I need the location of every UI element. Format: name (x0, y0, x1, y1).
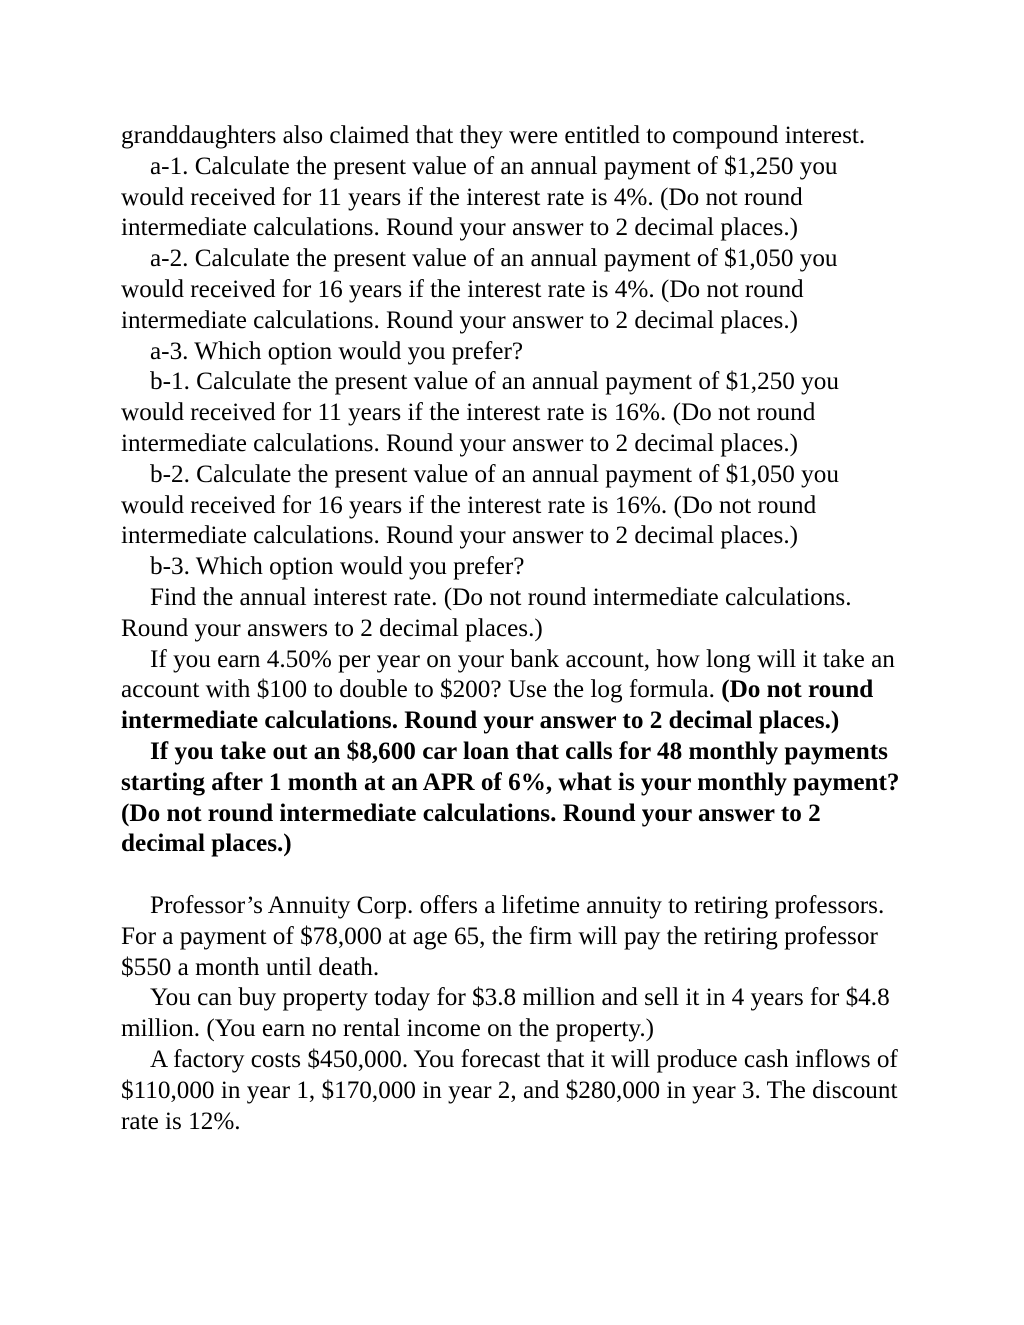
doubling-question-text: If you earn 4.50% per year on your bank account, how long will it take an account with $100 to double to $200? Use the log formula. (121, 645, 895, 704)
question-b2: b-2. Calculate the present value of an annual payment of $1,050 you would received for 16 years if the interest rate is 16%. (Do not round intermediate calculations. Round your answer to 2 decimal places.) (121, 460, 839, 550)
doubling-question-instruction: (Do not round intermediate calculations. Round your answer to 2 decimal places.) (121, 676, 874, 735)
paragraph-factory: A factory costs $450,000. You forecast that it will produce cash inflows of $110,000 in year 1, $170,000 in year 2, and $280,000 in year 3. The discount rate is 12%. (121, 1045, 898, 1135)
paragraph-property: You can buy property today for $3.8 million and sell it in 4 years for $4.8 million. (You earn no rental income on the property.) (121, 984, 890, 1043)
question-b1: b-1. Calculate the present value of an annual payment of $1,250 you would received for 11 years if the interest rate is 16%. (Do not round intermediate calculations. Round your answer to 2 decimal places.) (121, 368, 839, 457)
paragraph-annuity: Professor’s Annuity Corp. offers a lifetime annuity to retiring professors. For a payment of $78,000 at age 65, the firm will pay the retiring professor $550 a month until death. (121, 891, 885, 981)
paragraph-intro: granddaughters also claimed that they were entitled to compound interest. (121, 122, 866, 149)
question-a2: a-2. Calculate the present value of an annual payment of $1,050 you would received for 16 years if the interest rate is 4%. (Do not round intermediate calculations. Round your answer to 2 decimal places.) (121, 245, 838, 334)
question-car-loan: If you take out an $8,600 car loan that calls for 48 monthly payments starting after 1 month at an APR of 6%, what is your monthly payment? (Do not round intermediate calculations. Round your answer to 2 decimal places.) (121, 737, 900, 858)
document-page (121, 121, 901, 1137)
question-doubling-time (121, 645, 901, 737)
question-a3: a-3. Which option would you prefer? (150, 337, 524, 365)
question-a1: a-1. Calculate the present value of an annual payment of $1,250 you would received for 11 years if the interest rate is 4%. (Do not round intermediate calculations. Round your answer to 2 decimal places.) (121, 152, 838, 242)
blank-line (121, 860, 901, 891)
question-interest-rate: Find the annual interest rate. (Do not round intermediate calculations. Round your answers to 2 decimal places.) (121, 583, 852, 642)
question-b3: b-3. Which option would you prefer? (150, 553, 525, 581)
